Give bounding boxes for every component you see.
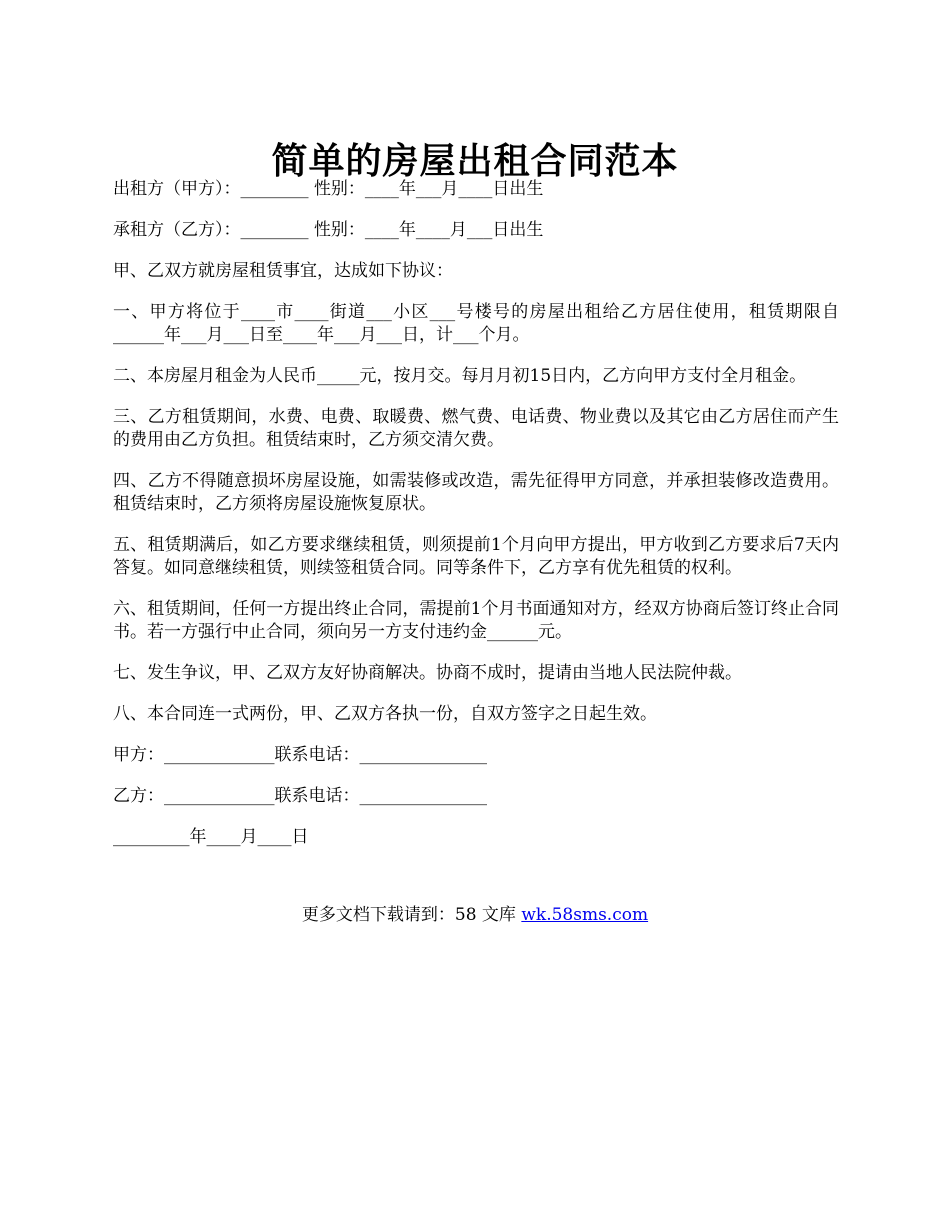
footer-text: 更多文档下载请到：58 文库 xyxy=(301,905,522,925)
clause-5: 五、租赁期满后，如乙方要求继续租赁，则须提前1个月向甲方提出，甲方收到乙方要求后7天内答复。如同意继续租赁，则续签租赁合同。同等条件下，乙方享有优先租赁的权利。 xyxy=(113,535,839,578)
clause-4: 四、乙方不得随意损坏房屋设施，如需装修或改造，需先征得甲方同意，并承担装修改造费用。租赁结束时，乙方须将房屋设施恢复原状。 xyxy=(113,471,839,514)
footer-link[interactable]: wk.58sms.com xyxy=(521,905,649,925)
agreement-intro: 甲、乙双方就房屋租赁事宜，达成如下协议： xyxy=(113,261,453,281)
date-line: _________年____月____日 xyxy=(113,827,309,847)
clause-3: 三、乙方租赁期间，水费、电费、取暖费、燃气费、电话费、物业费以及其它由乙方居住而产生的费用由乙方负担。租赁结束时，乙方须交清欠费。 xyxy=(113,407,839,450)
document-title: 简单的房屋出租合同范本 xyxy=(271,140,679,183)
clause-8: 八、本合同连一式两份，甲、乙双方各执一份，自双方签字之日起生效。 xyxy=(113,704,657,724)
lessee-line: 承租方（乙方）：________ 性别：____年____月___日出生 xyxy=(113,220,544,240)
lessor-line: 出租方（甲方）：________ 性别：____年___月____日出生 xyxy=(113,179,544,199)
clause-7: 七、发生争议，甲、乙双方友好协商解决。协商不成时，提请由当地人民法院仲裁。 xyxy=(113,663,742,683)
document-body xyxy=(113,178,839,867)
party-b-signature: 乙方：_____________联系电话：_______________ xyxy=(113,786,487,806)
download-footer xyxy=(0,904,950,927)
party-a-signature: 甲方：_____________联系电话：_______________ xyxy=(113,745,487,765)
clause-6: 六、租赁期间，任何一方提出终止合同，需提前1个月书面通知对方，经双方协商后签订终止合同书。若一方强行中止合同，须向另一方支付违约金______元。 xyxy=(113,599,839,642)
clause-1: 一、甲方将位于____市____街道___小区___号楼号的房屋出租给乙方居住使用，租赁期限自______年___月___日至____年___月___日，计___个月。 xyxy=(113,302,839,345)
clause-2: 二、本房屋月租金为人民币_____元，按月交。每月月初15日内，乙方向甲方支付全月租金。 xyxy=(113,366,807,386)
